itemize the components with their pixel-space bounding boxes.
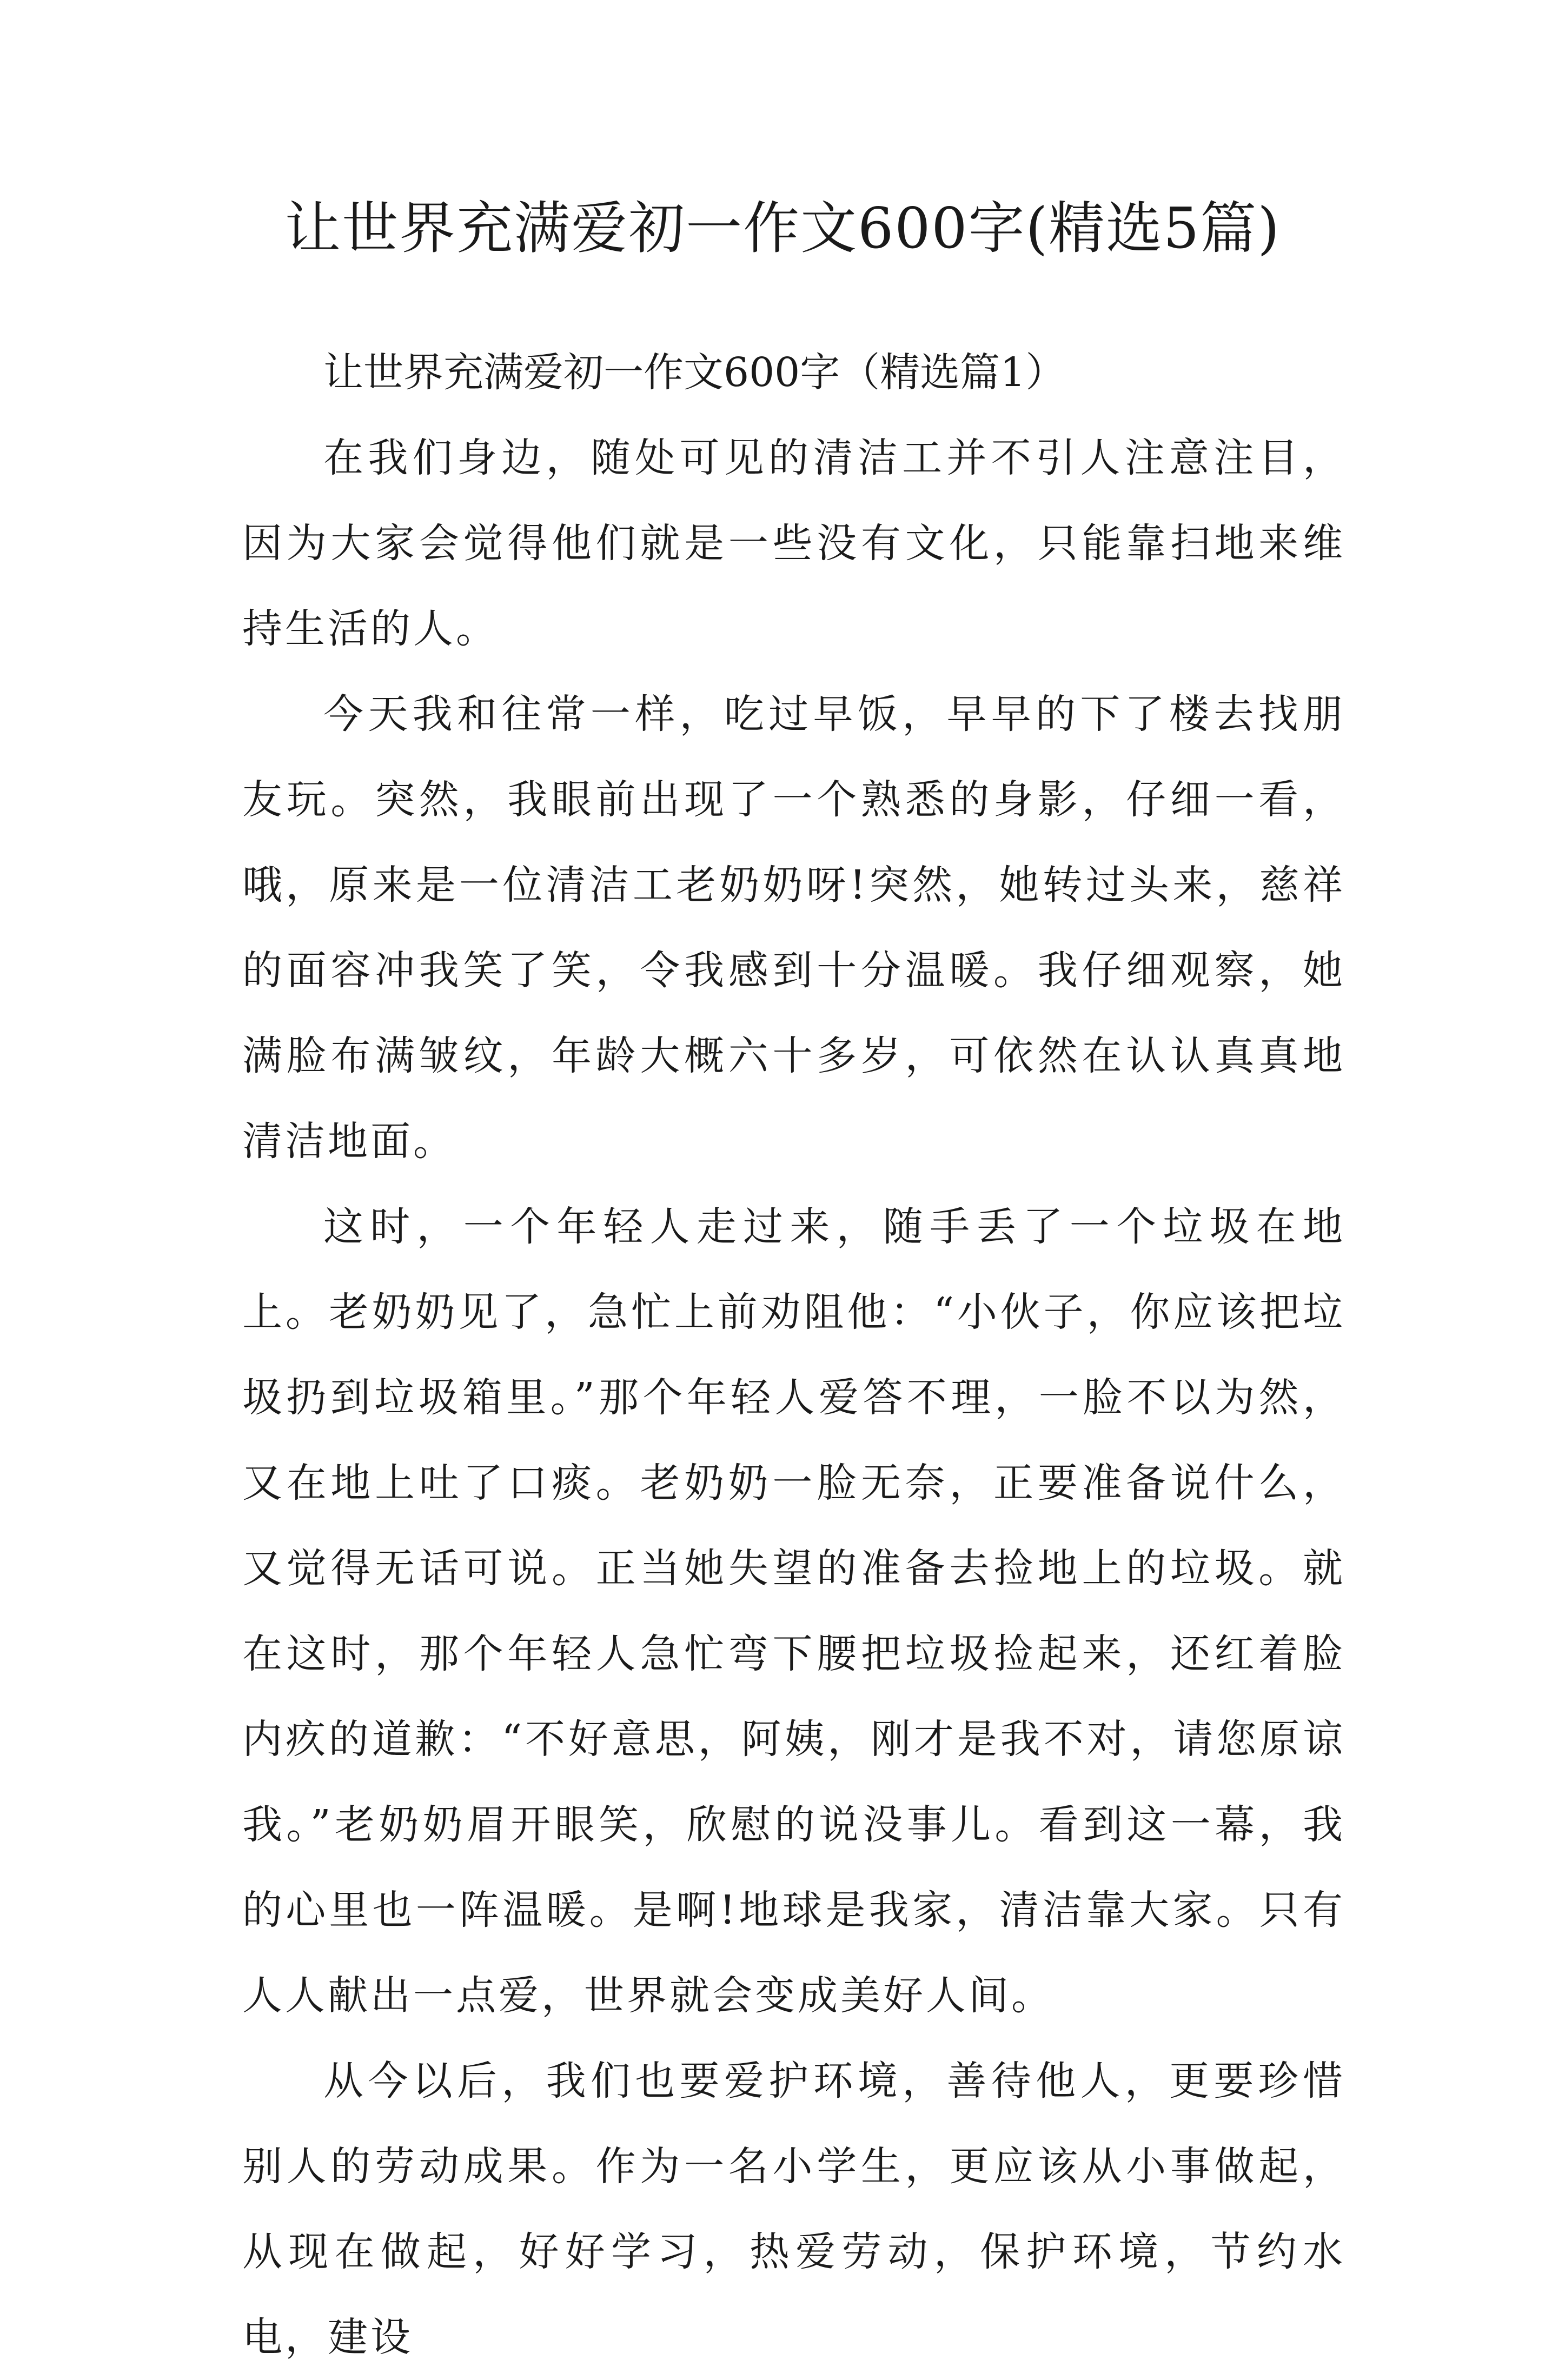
paragraph-4: 从今以后，我们也要爱护环境，善待他人，更要珍惜别人的劳动成果。作为一名小学生，更应该从小事做起，从现在做起，好好学习，热爱劳动，保护环境，节约水电，建设 <box>242 2058 1345 2361</box>
document-title: 让世界充满爱初一作文600字(精选5篇) <box>284 195 1281 261</box>
paragraph-3: 这时，一个年轻人走过来，随手丢了一个垃圾在地上。老奶奶见了，急忙上前劝阻他：“小伙子，你应该把垃圾扔到垃圾箱里。”那个年轻人爱答不理，一脸不以为然，又在地上吐了口痰。老奶奶一脸无奈，正要准备说什么，又觉得无话可说。正当她失望的准备去捡地上的垃圾。就在这时，那个年轻人急忙弯下腰把垃圾捡起来，还红着脸内疚的道歉：“不好意思，阿姨，刚才是我不对，请您原谅我。”老奶奶眉开眼笑，欣慰的说没事儿。看到这一幕，我的心里也一阵温暖。是啊!地球是我家，清洁靠大家。只有人人献出一点爱，世界就会变成美好人间。 <box>242 1204 1345 2019</box>
document-body <box>242 330 1345 2380</box>
section-heading: 让世界充满爱初一作文600字（精选篇1） <box>323 349 1066 396</box>
paragraph-1: 在我们身边，随处可见的清洁工并不引人注意注目，因为大家会觉得他们就是一些没有文化，只能靠扫地来维持生活的人。 <box>242 435 1345 652</box>
paragraph-2: 今天我和往常一样，吃过早饭，早早的下了楼去找朋友玩。突然，我眼前出现了一个熟悉的身影，仔细一看，哦，原来是一位清洁工老奶奶呀!突然，她转过头来，慈祥的面容冲我笑了笑，令我感到十分温暖。我仔细观察，她满脸布满皱纹，年龄大概六十多岁，可依然在认认真真地清洁地面。 <box>242 691 1345 1165</box>
